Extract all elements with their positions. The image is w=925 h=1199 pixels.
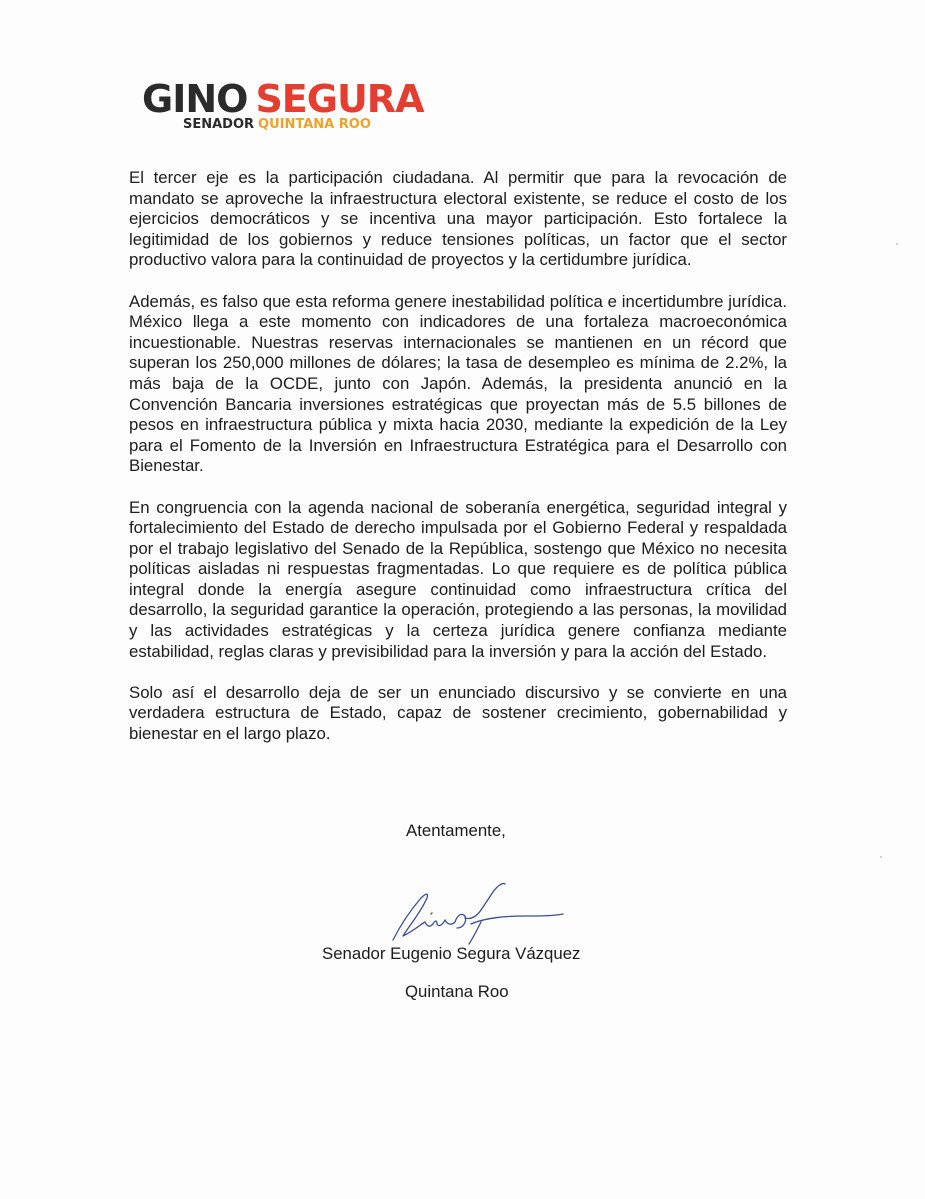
logo-name xyxy=(142,77,442,121)
logo-state: QUINTANA ROO xyxy=(258,117,371,132)
logo-subtitle xyxy=(183,118,371,132)
paragraph-2: Además, es falso que esta reforma genere inestabilidad política e incertidumbre jurídica. México llega a este momento con indicadores de una fortaleza macroeconómica incuestionable. Nuestras reservas internacionales se mantienen en un récord que superan los 250,000 millones de dólares; la tasa de desempleo es mínima de 2.2%, la más baja de la OCDE, junto con Japón. Además, la presidenta anunció en la Convención Bancaria inversiones estratégicas que proyectan más de 5.5 billones de pesos en infraestructura pública y mixta hacia 2030, mediante la expedición de la Ley para el Fomento de la Inversión en Infraestructura Estratégica para el Desarrollo con Bienestar. xyxy=(129,291,787,476)
logo-last-name: SEGURA xyxy=(255,77,424,121)
letterhead-logo xyxy=(142,77,442,132)
paper-speck xyxy=(896,243,898,245)
logo-first-name: GINO xyxy=(142,77,248,121)
letter-body xyxy=(129,168,787,765)
closing-salutation: Atentamente, xyxy=(406,821,506,840)
paragraph-4: Solo así el desarrollo deja de ser un enunciado discursivo y se convierte en una verdadera estructura de Estado, capaz de sostener crecimiento, gobernabilidad y bienestar en el largo plazo. xyxy=(129,682,787,744)
signer-name: Senador Eugenio Segura Vázquez xyxy=(322,944,581,963)
paragraph-1: El tercer eje es la participación ciudadana. Al permitir que para la revocación de mandato se aproveche la infraestructura electoral existente, se reduce el costo de los ejercicios democráticos y se incentiva una mayor participación. Esto fortalece la legitimidad de los gobiernos y reduce tensiones políticas, un factor que el sector productivo valora para la continuidad de proyectos y la certidumbre jurídica. xyxy=(129,168,787,270)
signer-state: Quintana Roo xyxy=(405,982,509,1001)
logo-title: SENADOR xyxy=(183,117,255,132)
handwritten-signature xyxy=(385,878,575,953)
paragraph-3: En congruencia con la agenda nacional de soberanía energética, seguridad integral y fortalecimiento del Estado de derecho impulsada por el Gobierno Federal y respaldada por el trabajo legislativo del Senado de la República, sostengo que México no necesita políticas aisladas ni respuestas fragmentadas. Lo que requiere es de política pública integral donde la energía asegure continuidad como infraestructura crítica del desarrollo, la seguridad garantice la operación, protegiendo a las personas, la movilidad y las actividades estratégicas y la certeza jurídica genere confianza mediante estabilidad, reglas claras y previsibilidad para la inversión y para la acción del Estado. xyxy=(129,497,787,661)
paper-speck xyxy=(880,856,882,858)
